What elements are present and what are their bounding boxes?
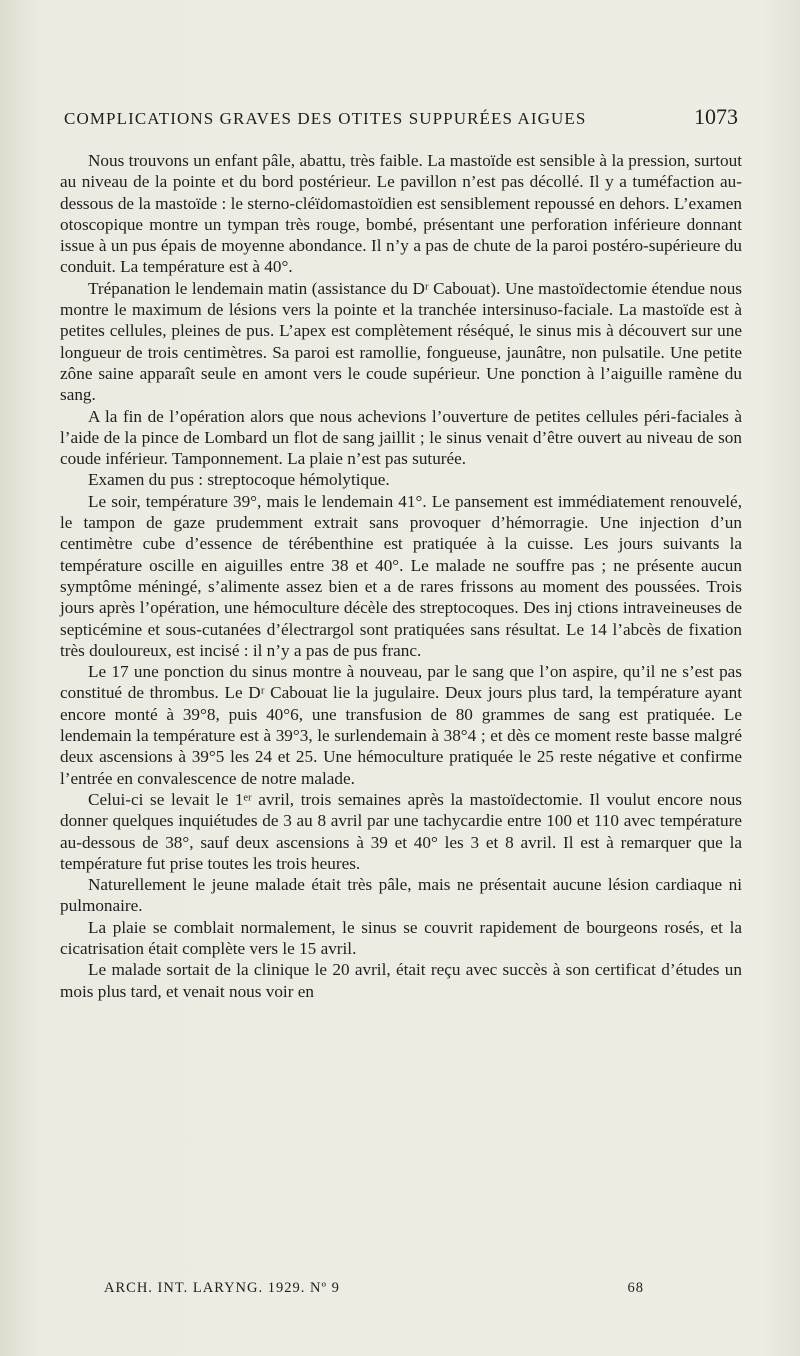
paragraph: A la fin de l’opération alors que nous achevions l’ouverture de petites cellules péri-faciales à l’aide de la pince de Lombard un flot de sang jaillit ; le sinus venait d’être ouvert au niveau de son coude inférieur. Tamponnement. La plaie n’est pas suturée.: [60, 406, 742, 469]
page-footer: [104, 1280, 644, 1297]
paragraph: Le malade sortait de la clinique le 20 avril, était reçu avec succès à son certificat d’études un mois plus tard, et venait nous voir en: [60, 960, 742, 1001]
running-header: [64, 104, 738, 130]
page-number: 1073: [694, 104, 738, 129]
paragraph: Le soir, température 39°, mais le lendemain 41°. Le pansement est immédiatement renouvelé, le tampon de gaze prudemment extrait sans provoquer d’hémorragie. Une injection d’un centimètre cube d’essence de térébenthine est pratiquée à la cuisse. Les jours suivants la température oscille en aiguilles entre 38 et 40°. Le malade ne souffre pas ; ne présente aucun symptôme méningé, s’alimente assez bien et a de rares frissons au moment des poussées. Trois jours après l’opération, une hémoculture décèle des streptocoques. Des inj ctions intraveineuses de septicémine et sous-cutanées d’électrargol sont pratiquées sans résultat. Le 14 l’abcès de fixation très douloureux, est incisé : il n’y a pas de pus franc.: [60, 491, 742, 660]
body-text: [60, 150, 742, 1002]
paragraph: Le 17 une ponction du sinus montre à nouveau, par le sang que l’on aspire, qu’il ne s’est pas constitué de thrombus. Le Dʳ Cabouat lie la jugulaire. Deux jours plus tard, la température ayant encore monté à 39°8, puis 40°6, une transfusion de 80 grammes de sang est pratiquée. Le lendemain la température est à 39°3, le surlendemain à 38°4 ; et dès ce moment reste basse malgré deux ascensions à 39°5 les 24 et 25. Une hémoculture pratiquée le 25 reste négative et confirme l’entrée en convalescence de notre malade.: [60, 662, 742, 788]
paragraph: Celui-ci se levait le 1ᵉʳ avril, trois semaines après la mastoïdectomie. Il voulut encore nous donner quelques inquiétudes de 3 au 8 avril par une tachycardie entre 100 et 110 avec température au-dessous de 38°, sauf deux ascensions à 39 et 40° les 3 et 8 avril. Il est à remarquer que la température fut prise toutes les trois heures.: [60, 789, 742, 873]
paragraph: Nous trouvons un enfant pâle, abattu, très faible. La mastoïde est sensible à la pression, surtout au niveau de la pointe et du bord postérieur. Le pavillon n’est pas décollé. Il y a tuméfaction au-dessous de la mastoïde : le sterno-cléïdomastoïdien est sensiblement repoussé en dehors. L’examen otoscopique montre un tympan très rouge, bombé, présentant une perforation inférieure donnant issue à un pus épais de moyenne abondance. Il n’y a pas de chute de la paroi postéro-supérieure du conduit. La température est à 40°.: [60, 151, 742, 277]
journal-reference: ARCH. INT. LARYNG. 1929. Nº 9: [104, 1280, 340, 1296]
signature-number: 68: [627, 1280, 644, 1296]
running-title: COMPLICATIONS GRAVES DES OTITES SUPPURÉES AIGUES: [64, 109, 587, 128]
paragraph: Trépanation le lendemain matin (assistance du Dʳ Cabouat). Une mastoïdectomie étendue nous montre le maximum de lésions vers la pointe et la tranchée intersinuso-faciale. La mastoïde est à petites cellules, pleines de pus. L’apex est complètement réséqué, le sinus mis à découvert sur une longueur de trois centimètres. Sa paroi est ramollie, fongueuse, jaunâtre, non pulsatile. Une petite zône saine apparaît seule en amont vers le coude supérieur. Une ponction à l’aiguille ramène du sang.: [60, 278, 742, 405]
paragraph: Examen du pus : streptocoque hémolytique.: [88, 470, 390, 490]
paragraph: La plaie se comblait normalement, le sinus se couvrit rapidement de bourgeons rosés, et la cicatrisation était complète vers le 15 avril.: [60, 917, 742, 958]
paragraph: Naturellement le jeune malade était très pâle, mais ne présentait aucune lésion cardiaque ni pulmonaire.: [60, 875, 742, 916]
